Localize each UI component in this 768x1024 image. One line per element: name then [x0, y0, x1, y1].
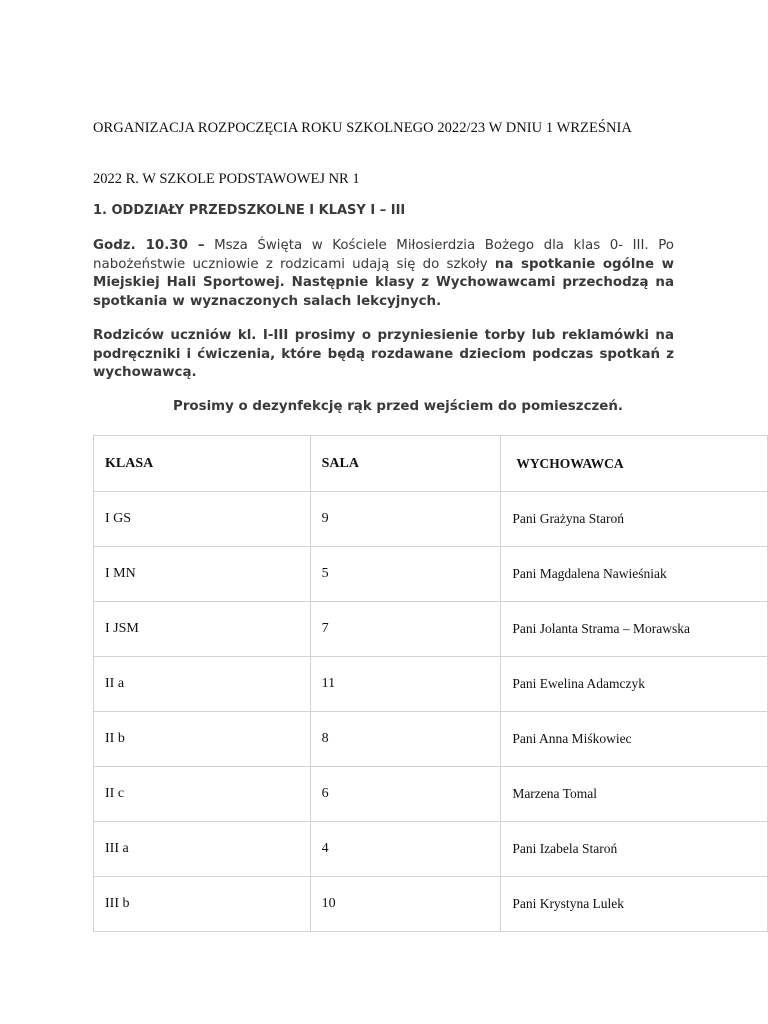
table-row — [94, 602, 768, 657]
room-cell: 8 — [310, 712, 501, 767]
table-row — [94, 767, 768, 822]
class-cell: I GS — [94, 492, 311, 547]
parents-request-paragraph: Rodziców uczniów kl. I-III prosimy o przyniesienie torby lub reklamówki na podręczniki i ćwiczenia, które będą rozdawane dzieciom podczas spotkań z wychowawcą. — [93, 328, 674, 380]
table-header-cell: KLASA — [94, 436, 311, 492]
teacher-cell: Pani Jolanta Strama – Morawska — [501, 602, 768, 657]
room-cell: 6 — [310, 767, 501, 822]
schedule-text-emphasis: na spotkanie ogólne w Miejskiej Hali Sportowej. Następnie klasy z Wychowawcami przechodzą na spotkania w wyznaczonych salach lekcyjnych. — [93, 256, 674, 309]
section-heading: 1. ODDZIAŁY PRZEDSZKOLNE I KLASY I – III — [93, 203, 406, 218]
class-cell: II c — [94, 767, 311, 822]
room-cell: 10 — [310, 877, 501, 932]
class-cell: II a — [94, 657, 311, 712]
table-row — [94, 822, 768, 877]
teacher-cell: Pani Izabela Staroń — [501, 822, 768, 877]
table-header-cell: WYCHOWAWCA — [501, 436, 768, 492]
room-cell: 4 — [310, 822, 501, 877]
teacher-cell: Pani Magdalena Nawieśniak — [501, 547, 768, 602]
table-header-cell: SALA — [310, 436, 501, 492]
table-row — [94, 657, 768, 712]
teacher-cell: Marzena Tomal — [501, 767, 768, 822]
schedule-time: Godz. 10.30 – — [93, 238, 205, 253]
class-cell: III a — [94, 822, 311, 877]
class-cell: I JSM — [94, 602, 311, 657]
room-cell: 9 — [310, 492, 501, 547]
document-title-line-2: 2022 R. W SZKOLE PODSTAWOWEJ NR 1 — [93, 171, 360, 187]
table-row — [94, 492, 768, 547]
teacher-cell: Pani Grażyna Staroń — [501, 492, 768, 547]
teacher-cell: Pani Anna Miśkowiec — [501, 712, 768, 767]
table-row — [94, 547, 768, 602]
room-cell: 7 — [310, 602, 501, 657]
class-assignment-table — [93, 435, 768, 932]
document-title-line-1: ORGANIZACJA ROZPOCZĘCIA ROKU SZKOLNEGO 2022/23 W DNIU 1 WRZEŚNIA — [93, 120, 632, 136]
class-cell: I MN — [94, 547, 311, 602]
table-row — [94, 712, 768, 767]
room-cell: 5 — [310, 547, 501, 602]
schedule-text: Msza Święta w Kościele Miłosierdzia Bożego dla klas 0- III. Po nabożeństwie uczniowie z rodzicami udają się do szkoły — [93, 238, 674, 272]
room-cell: 11 — [310, 657, 501, 712]
table-row — [94, 877, 768, 932]
teacher-cell: Pani Ewelina Adamczyk — [501, 657, 768, 712]
table-header-row — [94, 436, 768, 492]
schedule-paragraph — [93, 237, 674, 311]
class-cell: III b — [94, 877, 311, 932]
class-cell: II b — [94, 712, 311, 767]
teacher-cell: Pani Krystyna Lulek — [501, 877, 768, 932]
disinfection-note: Prosimy o dezynfekcję rąk przed wejściem do pomieszczeń. — [173, 399, 623, 414]
